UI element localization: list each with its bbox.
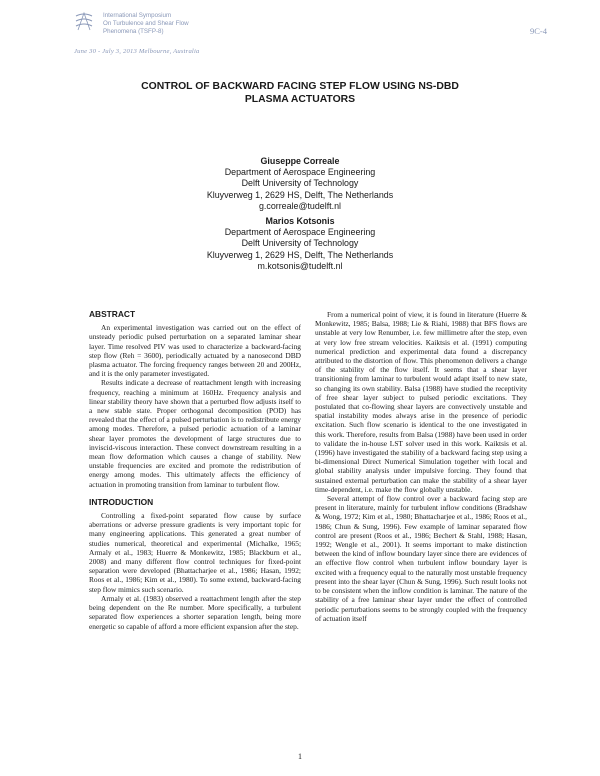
author-email: g.correale@tudelft.nl	[258, 200, 342, 211]
author-block	[0, 216, 600, 272]
author-name: Marios Kotsonis	[265, 216, 335, 226]
body-paragraph: Several attempt of flow control over a backward facing step are present in literature, mainly for turbulent inflow conditions (Bradshaw & Wong, 1972; Kim et al., 1980; Bhattacharjee et al., 1986; Roos et al., 1986; Chun & Sung, 1996). Few example of laminar separated flow control are present (Roos et al., 1986; Bechert & Stahl, 1988; Hasan, 1992; Wengle et al., 2001). It seems important to make distinction between the kind of inflow boundary layer since there are evidences of an effective flow control when turbulent inflow boundary layer is excited with a frequency equal to the naturally most unstable frequency present into the shear layer (Chun & Sung, 1996). Such result looks not to be consistent when the inflow condition is laminar. The nature of the stability of a free laminar shear layer under the effect of controlled periodic perturbations seems to be strongly coupled with the frequency of actuation itself	[315, 494, 527, 623]
abstract-paragraph: An experimental investigation was carried out on the effect of unsteady periodic pulsed perturbation on a separated laminar shear layer. Time resolved PIV was used to characterize a backward-facing step flow (Reh = 3600), periodically actuated by a nanosecond DBD plasma actuator. The forcing frequency ranges between 20 and 200Hz, and it is the only parameter investigated.	[89, 323, 301, 379]
author-university: Delft University of Technology	[241, 238, 359, 249]
symposium-name	[103, 12, 189, 37]
symposium-line: On Turbulence and Shear Flow	[103, 20, 189, 28]
paper-title	[88, 80, 512, 106]
author-department: Department of Aerospace Engineering	[224, 227, 376, 238]
tsfp-logo-icon	[74, 10, 94, 32]
symposium-line: International Symposium	[103, 12, 172, 19]
abstract-paragraph: Results indicate a decrease of reattachment length with increasing frequency, reaching a minimum at 160Hz. Frequency analysis and linear stability theory have shown that a perturbed flow adjusts itself to a new stable state. Proper orthogonal decomposition (POD) has revealed that the effect of a pulsed perturbation is to redistribute energy among modes. Therefore, a pulsed periodic actuation of a laminar shear layer promotes the development of large structures due to inviscid-viscous interaction. These convect downstream resulting in a mean flow deformation which causes a change of stability. New unstable frequencies are excited and promote the redistribution of energy among modes. This ultimately affects the efficiency of actuation in promoting transition from laminar to turbulent flow.	[89, 378, 301, 489]
author-address: Kluyverweg 1, 2629 HS, Delft, The Netherlands	[206, 249, 394, 260]
body-paragraph: From a numerical point of view, it is found in literature (Huerre & Monkewitz, 1985; Balsa, 1988; Lie & Riahi, 1988) that BFS flows are unstable at very low Renumber, i.e. few millimetre after the step, even at very low free stream velocities. Kaiktsis et al. (1991) computing numerical prediction and experimental data found a discrepancy attributed to the distortion of flow. This phenomenon delivers a change of the stability of the flow itself. It seems that a shear layer transitioning from laminar to turbulent would adapt itself to new state, so changing its own stability. Balsa (1988) have studied the receptivity of free shear layer subject to pulsed periodic excitations. They postulated that co-flowing shear layers are convectively unstable and spatial instability modes always arise in the presence of periodic excitation. Such flow scenario is identical to the one investigated in this work. Therefore, results from Balsa (1988) have been used in order to validate the in-house LST solver used in this work. Kaiktsis et al. (1996) have investigated the stability of a backward facing step using a bi-dimensional Direct Numerical Simulation together with local and global stability analysis under impulsive forcing. They found that sustained external perturbation can make the stability of a shear layer time-dependent, i.e. make the flow globally unstable.	[315, 310, 527, 494]
introduction-paragraph: Controlling a fixed-point separated flow cause by surface aberrations or adverse pressure gradients is very important topic for many engineering applications. This generated a great number of studies numerical, theoretical and experimental (Michalke, 1965; Armaly et al., 1983; Huerre & Monkewitz, 1985; Blackburn et al., 2008) and many different flow control techniques for fixed-point separation were developed (Bhattacharjee et al., 1986; Hasan, 1992; Roos et al., 1986; Kim et al., 1980). To some extend, backward-facing step flow mimics such scenario.	[89, 511, 301, 594]
abstract-heading: ABSTRACT	[89, 309, 136, 319]
left-column	[89, 310, 301, 631]
author-department: Department of Aerospace Engineering	[224, 167, 376, 178]
author-university: Delft University of Technology	[241, 178, 359, 189]
right-column	[315, 310, 527, 623]
title-line: PLASMA ACTUATORS	[244, 94, 356, 105]
introduction-paragraph: Armaly et al. (1983) observed a reattachment length after the step being dependent on the Re number. More specifically, a turbulent separated flow experiences a shorter separation length, being more energetic so capable of afford a more efficient expansion after the step.	[89, 593, 301, 631]
author-block	[0, 156, 600, 212]
author-address: Kluyverweg 1, 2629 HS, Delft, The Netherlands	[206, 189, 394, 200]
title-line: CONTROL OF BACKWARD FACING STEP FLOW USING NS-DBD	[141, 81, 459, 92]
symposium-line: Phenomena (TSFP-8)	[103, 28, 164, 36]
author-email: m.kotsonis@tudelft.nl	[257, 260, 343, 271]
author-name: Giuseppe Correale	[260, 156, 340, 166]
paper-code: 9C-4	[530, 26, 547, 36]
symposium-dates-location: June 30 - July 3, 2013 Melbourne, Australia	[74, 48, 200, 55]
introduction-heading: INTRODUCTION	[89, 496, 154, 507]
page-number: 1	[298, 752, 302, 761]
